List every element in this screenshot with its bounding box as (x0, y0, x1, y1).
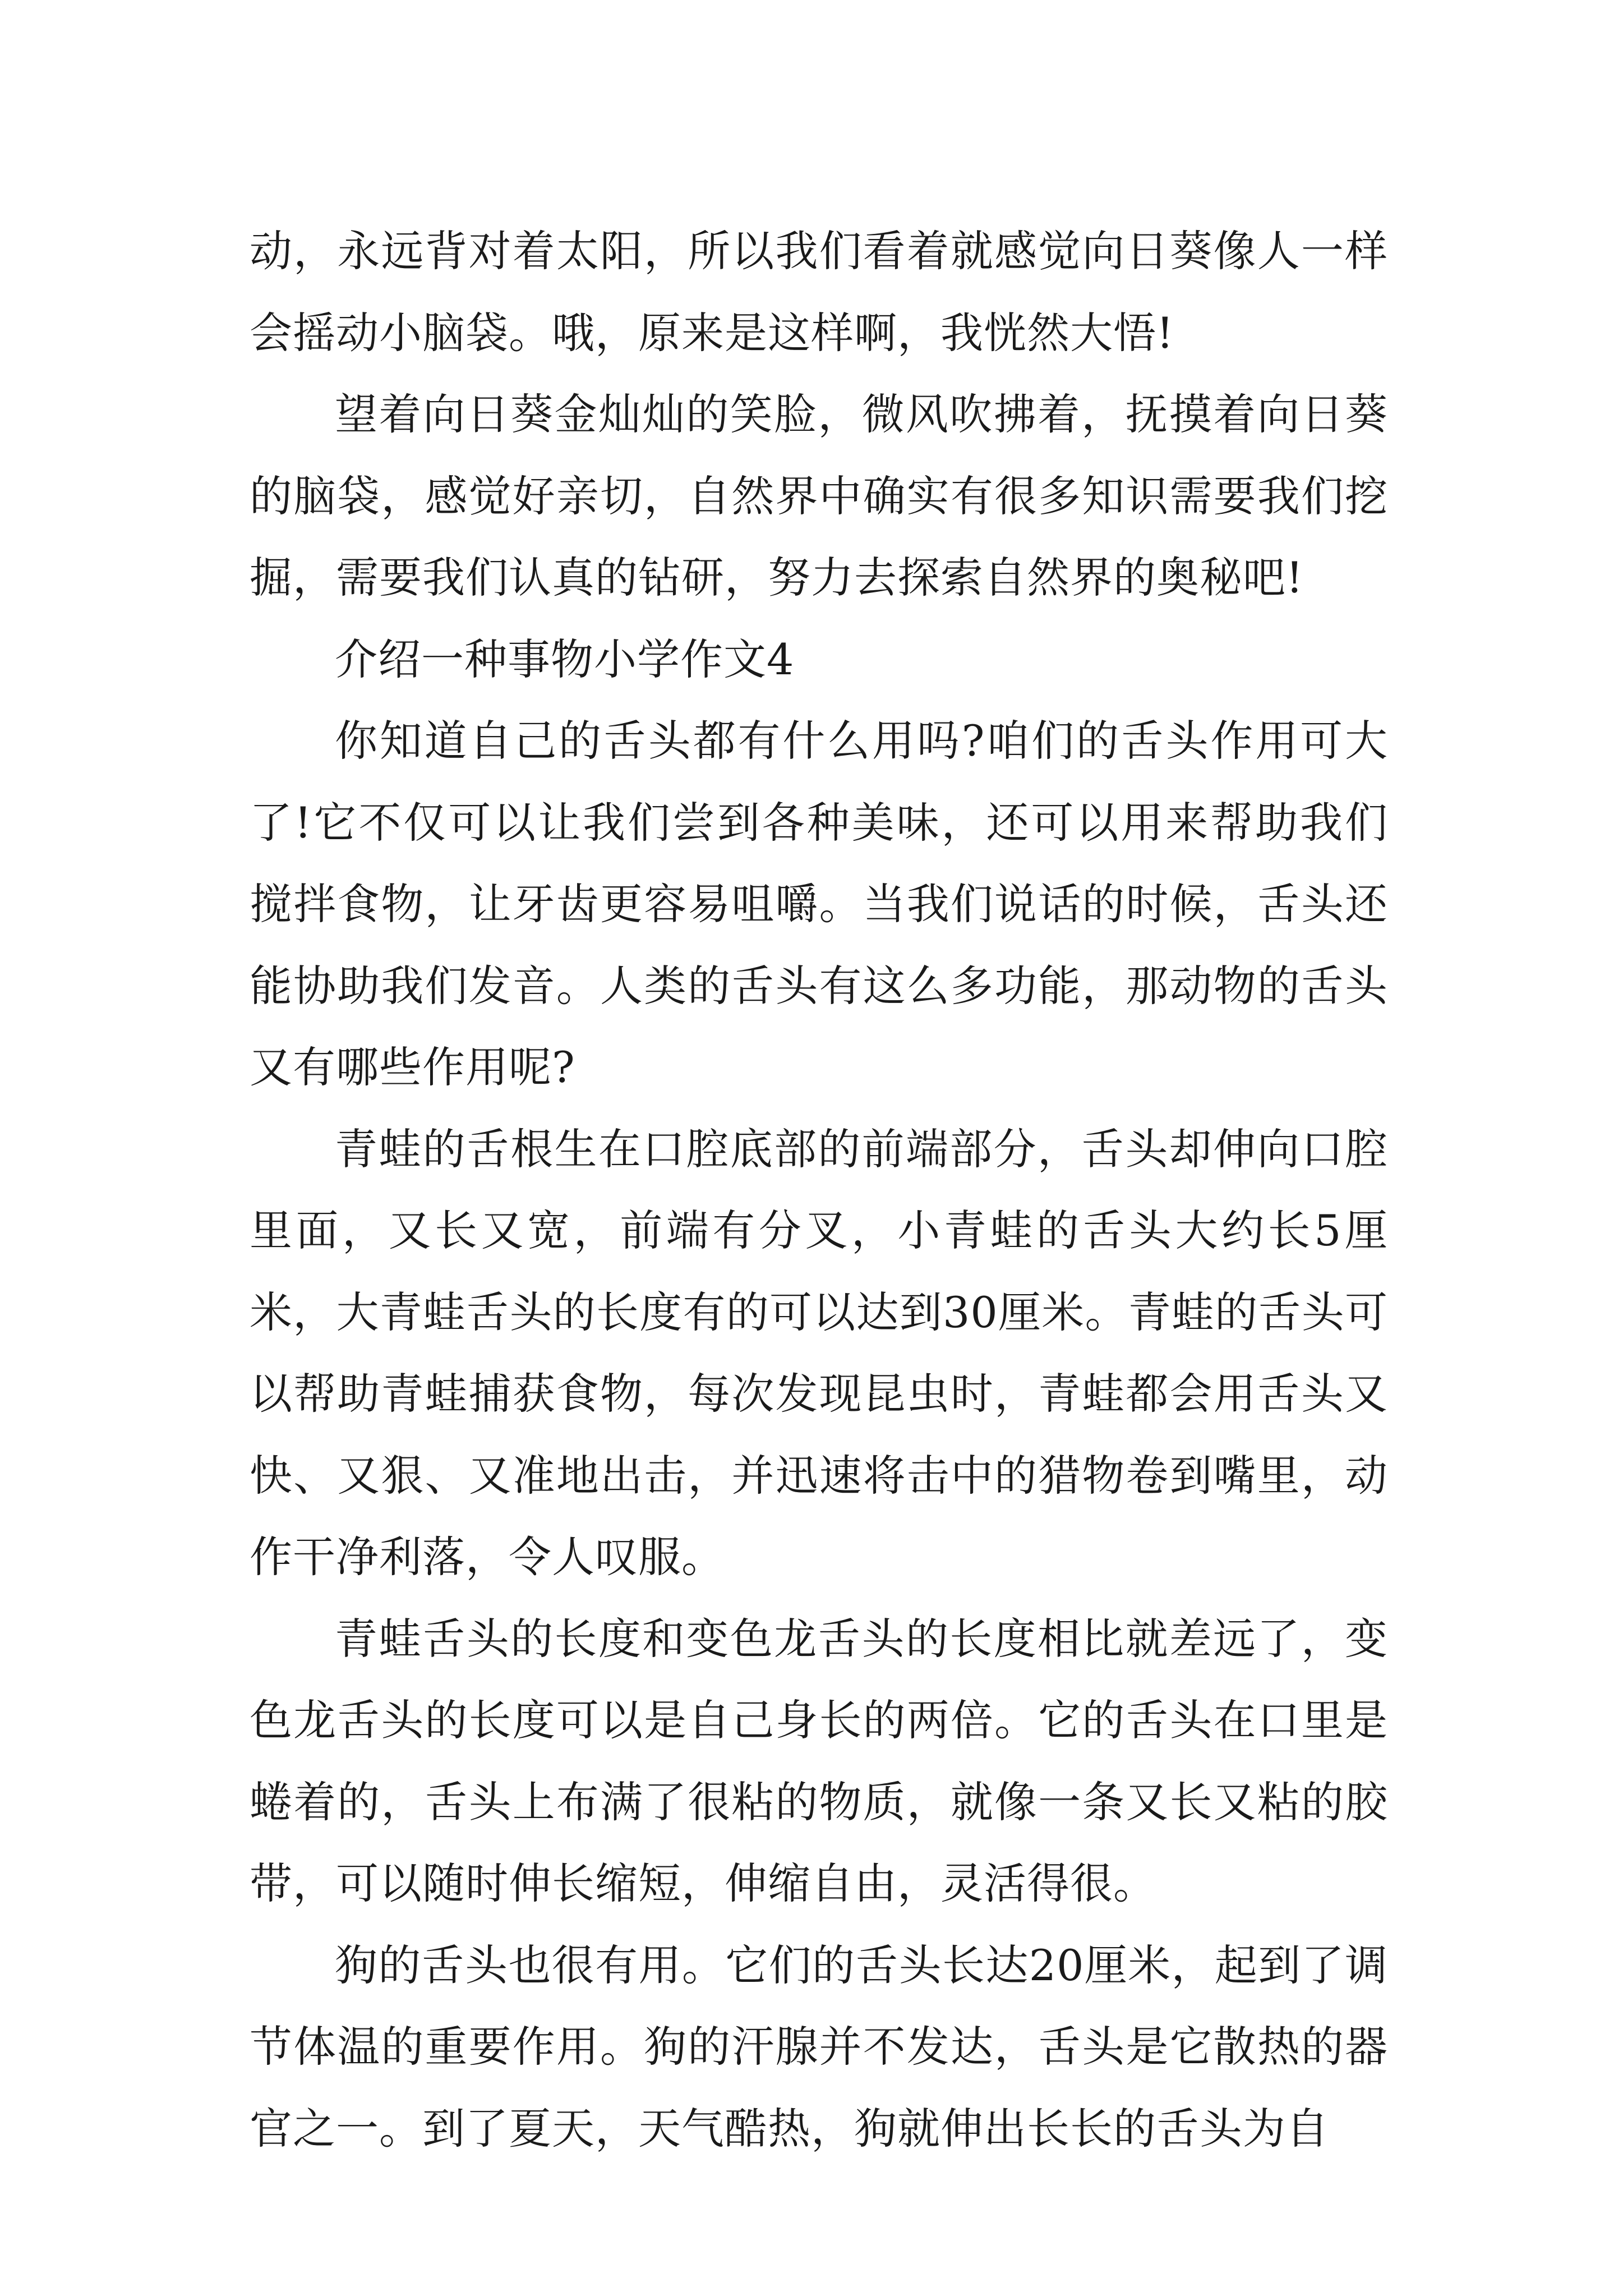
paragraph-chameleon: 青蛙舌头的长度和变色龙舌头的长度相比就差远了，变色龙舌头的长度可以是自己身长的两倍。它的舌头在口里是蜷着的，舌头上布满了很粘的物质，就像一条又长又粘的胶带，可以随时伸长缩短，伸缩自由，灵活得很。 (250, 1613, 1388, 1908)
paragraph-tongue-intro: 你知道自己的舌头都有什么用吗?咱们的舌头作用可大了!它不仅可以让我们尝到各种美味，还可以用来帮助我们搅拌食物，让牙齿更容易咀嚼。当我们说话的时候，舌头还能协助我们发音。人类的舌头有这么多功能，那动物的舌头又有哪些作用呢? (250, 716, 1388, 1092)
document-body (250, 210, 1388, 2169)
section-title: 介绍一种事物小学作文4 (335, 634, 795, 684)
paragraph-frog: 青蛙的舌根生在口腔底部的前端部分，舌头却伸向口腔里面，又长又宽，前端有分叉，小青蛙的舌头大约长5厘米，大青蛙舌头的长度有的可以达到30厘米。青蛙的舌头可以帮助青蛙捕获食物，每次发现昆虫时，青蛙都会用舌头又快、又狠、又准地出击，并迅速将击中的猎物卷到嘴里，动作干净利落，令人叹服。 (250, 1124, 1388, 1582)
paragraph-sunflower: 望着向日葵金灿灿的笑脸，微风吹拂着，抚摸着向日葵的脑袋，感觉好亲切，自然界中确实有很多知识需要我们挖掘，需要我们认真的钻研，努力去探索自然界的奥秘吧! (250, 389, 1388, 602)
paragraph-dog: 狗的舌头也很有用。它们的舌头长达20厘米，起到了调节体温的重要作用。狗的汗腺并不发达，舌头是它散热的器官之一。到了夏天，天气酷热，狗就伸出长长的舌头为自 (250, 1940, 1388, 2154)
paragraph-continued: 动，永远背对着太阳，所以我们看着就感觉向日葵像人一样会摇动小脑袋。哦，原来是这样啊，我恍然大悟! (250, 226, 1388, 358)
